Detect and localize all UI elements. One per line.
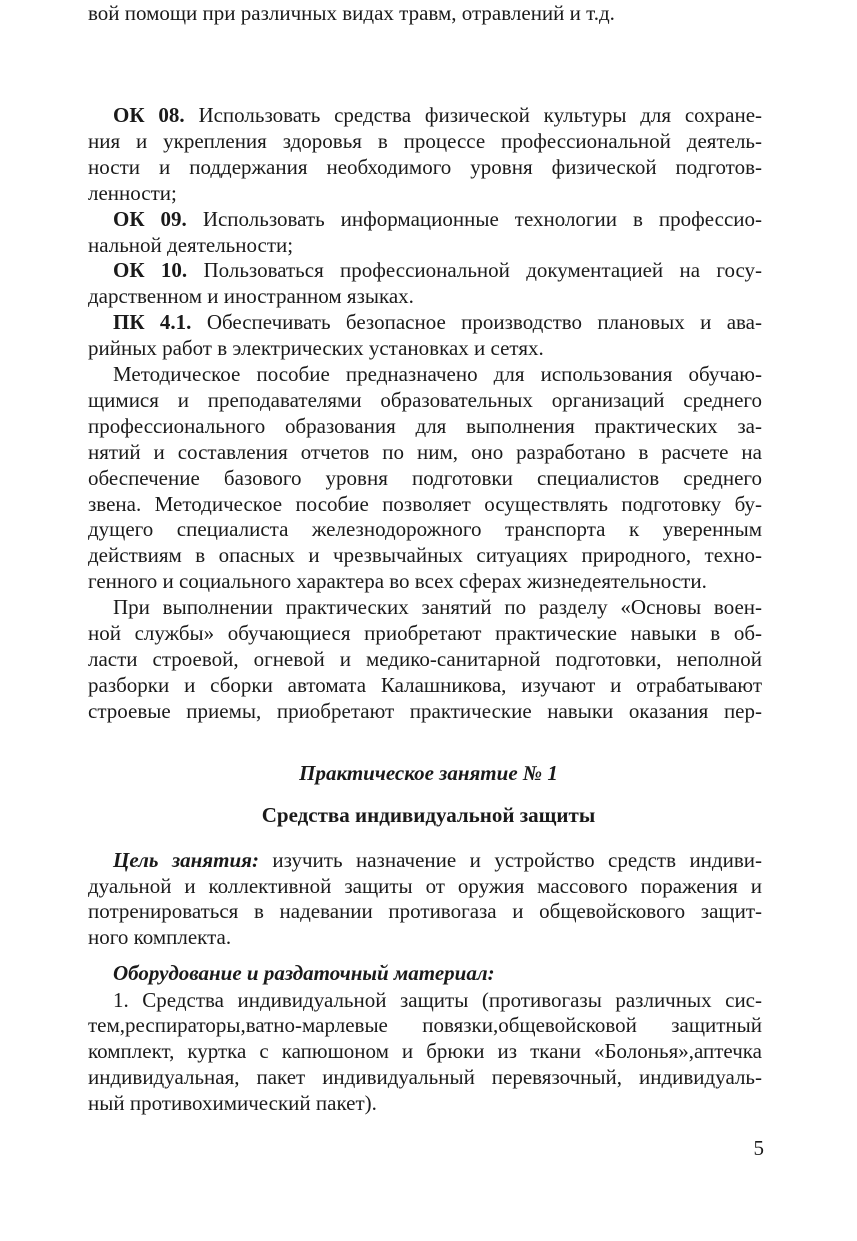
line-text: рийных работ в электрических установках и сетях. [88,336,544,361]
line-text: обеспечение базового уровня подготовки специалистов среднего [88,465,762,490]
line-text: дуальной и коллективной защиты от оружия массового поражения и [88,874,762,898]
paragraph-line [113,206,762,232]
line-text: 1. Средства индивидуальной защиты (противогазы различных сис- [113,988,762,1012]
line-text: разборки и сборки автомата Калашникова, изучают и отрабатывают [88,672,762,697]
paragraph-line [88,620,762,646]
paragraph-line [113,594,762,620]
paragraph-line [113,102,762,128]
line-text: нятий и составления отчетов по ним, оно разработано в расчете на [88,439,762,464]
line-text: Использовать средства физической культуры для сохране- [198,103,763,127]
paragraph-lead: ПК 4.1. [113,310,192,335]
paragraph-line [88,542,762,568]
paragraph-line [113,960,762,986]
paragraph-line [88,898,762,924]
line-text: звена. Методическое пособие позволяет осуществлять подготовку бу- [88,491,762,516]
line-text: ласти строевой, огневой и медико-санитарной подготовки, неполной [88,646,762,671]
paragraph-line [113,847,762,873]
line-text: ный противохимический пакет). [88,1091,377,1115]
paragraph-lead: ОК 08. [113,103,185,127]
line-text: действиям в опасных и чрезвычайных ситуациях природного, техно- [88,543,762,568]
line-text: индивидуальная, пакет индивидуальный перевязочный, индивидуаль- [88,1065,762,1089]
line-text: изучить назначение и устройство средств индиви- [272,848,762,872]
paragraph-line [88,491,762,517]
line-text: ленности; [88,180,177,205]
paragraph-line [113,361,762,387]
paragraph-lead: ОК 10. [113,258,188,283]
paragraph-line [113,987,762,1013]
line-text: тем,респираторы,ватно-марлевые повязки,общевойсковой защитный [88,1013,762,1037]
paragraph-line [88,0,762,26]
paragraph-line [88,439,762,465]
line-text: Пользоваться профессиональной документацией на госу- [203,258,763,283]
paragraph-line [88,698,762,724]
paragraph-line [88,924,762,950]
lesson-subtitle: Средства индивидуальной защиты [261,803,596,827]
line-text: генного и социального характера во всех сферах жизнедеятельности. [88,569,707,594]
paragraph-line [113,309,762,335]
paragraph-line [88,128,762,154]
line-text: Методическое пособие предназначено для использования обучаю- [113,362,762,386]
line-text: ной службы» обучающиеся приобретают практические навыки в об- [88,621,762,645]
line-text: комплект, куртка с капюшоном и брюки из ткани «Болонья»,аптечка [88,1039,762,1063]
paragraph-line [88,1090,762,1116]
paragraph-line [88,1038,762,1064]
line-text: Использовать информационные технологии в профессио- [202,206,762,231]
paragraph-line [88,873,762,899]
paragraph-line [88,335,762,361]
paragraph-line [88,232,762,258]
paragraph-line [88,1012,762,1038]
line-text: нальной деятельности; [88,232,294,257]
paragraph-line [88,413,762,439]
lesson-title: Практическое занятие № 1 [299,761,558,785]
paragraph-line [88,516,762,542]
line-text: При выполнении практических занятий по разделу «Основы воен- [113,595,762,620]
paragraph-line [88,646,762,672]
paragraph-line [88,1064,762,1090]
line-text: ния и укрепления здоровья в процессе профессиональной деятель- [88,128,762,153]
paragraph-line [88,387,762,413]
line-text: Обеспечивать безопасное производство плановых и ава- [206,310,762,335]
paragraph-lead: ОК 09. [113,206,187,231]
line-text: потренироваться в надевании противогаза и общевойскового защит- [88,899,762,923]
line-text: дарственном и иностранном языках. [88,284,414,309]
paragraph-line [88,154,762,180]
line-text: дущего специалиста железнодорожного транспорта к уверенным [88,517,762,542]
line-text: профессионального образования для выполнения практических за- [88,413,762,438]
paragraph-line [88,568,762,594]
line-text: вой помощи при различных видах травм, отравлений и т.д. [88,1,615,25]
paragraph-lead: Оборудование и раздаточный материал: [113,961,495,985]
line-text: щимися и преподавателями образовательных организаций среднего [88,387,762,412]
paragraph-line [88,672,762,698]
line-text: ного комплекта. [88,925,232,949]
paragraph-line [88,180,762,206]
paragraph-lead: Цель занятия: [113,848,259,872]
paragraph-line [88,465,762,491]
page-number: 5 [753,1136,764,1160]
paragraph-line [113,257,762,283]
paragraph-line [88,283,762,309]
line-text: ности и поддержания необходимого уровня физической подготов- [88,154,762,179]
line-text: строевые приемы, приобретают практические навыки оказания пер- [88,698,762,723]
